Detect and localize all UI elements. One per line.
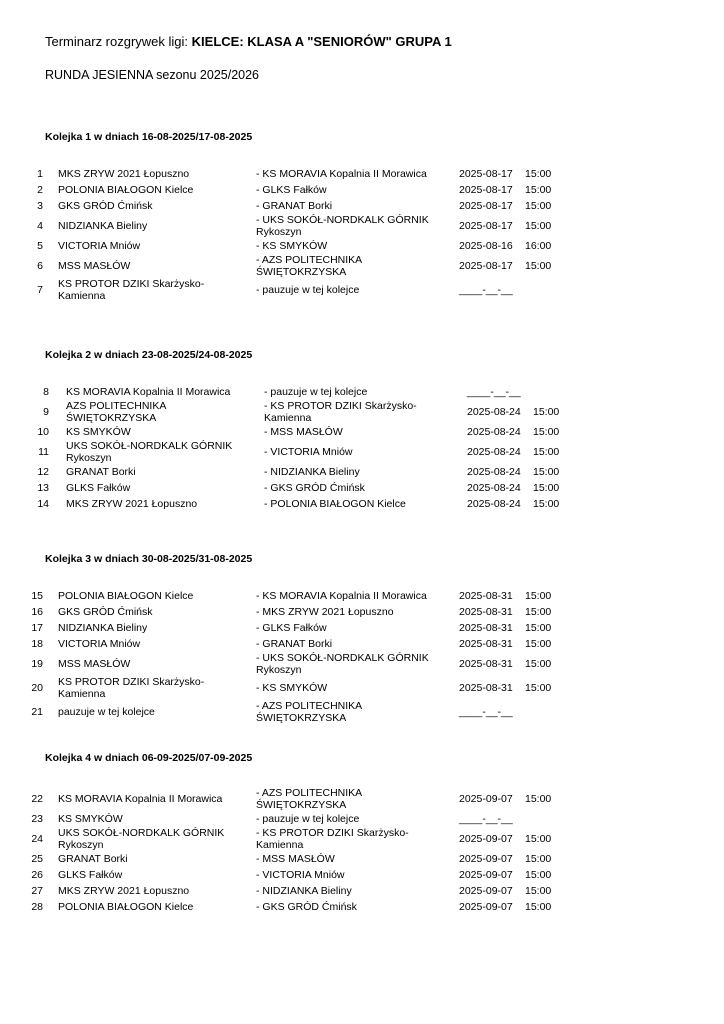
away-team: - pauzuje w tej kolejce xyxy=(256,813,360,825)
match-time: 15:00 xyxy=(525,184,552,196)
away-team: - GKS GRÓD Ćmińsk xyxy=(256,901,357,913)
home-team: KS MORAVIA Kopalnia II Morawica xyxy=(66,386,231,398)
match-date: 2025-08-31 xyxy=(459,638,513,650)
table-row xyxy=(0,851,724,867)
match-number: 10 xyxy=(37,426,49,438)
match-date: 2025-08-16 xyxy=(459,240,513,252)
table-row xyxy=(0,620,724,636)
home-team: MKS ZRYW 2021 Łopuszno xyxy=(66,498,198,510)
round-heading: Kolejka 4 w dniach 06-09-2025/07-09-2025 xyxy=(45,752,253,764)
match-number: 3 xyxy=(37,200,43,212)
match-date: 2025-09-07 xyxy=(459,869,513,881)
home-team: pauzuje w tej kolejce xyxy=(58,706,155,718)
table-row xyxy=(0,278,724,302)
match-number: 9 xyxy=(43,406,49,418)
match-time: 15:00 xyxy=(525,590,552,602)
home-team: MKS ZRYW 2021 Łopuszno xyxy=(58,885,190,897)
league-name: KIELCE: KLASA A "SENIORÓW" GRUPA 1 xyxy=(191,34,452,49)
home-team: POLONIA BIAŁOGON Kielce xyxy=(58,901,194,913)
home-team: POLONIA BIAŁOGON Kielce xyxy=(58,590,194,602)
match-time: 15:00 xyxy=(525,606,552,618)
home-team: VICTORIA Mniów xyxy=(58,240,141,252)
season-subtitle: RUNDA JESIENNA sezonu 2025/2026 xyxy=(45,68,260,82)
away-team: - POLONIA BIAŁOGON Kielce xyxy=(264,498,406,510)
table-row xyxy=(0,636,724,652)
away-team: - VICTORIA Mniów xyxy=(256,869,345,881)
away-team: - UKS SOKÓŁ-NORDKALK GÓRNIK Rykoszyn xyxy=(256,214,429,238)
match-number: 15 xyxy=(31,590,43,602)
match-number: 17 xyxy=(31,622,43,634)
home-team: GLKS Fałków xyxy=(58,869,123,881)
match-number: 26 xyxy=(31,869,43,881)
match-date: 2025-09-07 xyxy=(459,885,513,897)
away-team: - KS MORAVIA Kopalnia II Morawica xyxy=(256,168,427,180)
match-time: 15:00 xyxy=(525,869,552,881)
match-date: 2025-09-07 xyxy=(459,793,513,805)
home-team: KS SMYKÓW xyxy=(66,426,131,438)
home-team: NIDZIANKA Bieliny xyxy=(58,622,148,634)
match-number: 28 xyxy=(31,901,43,913)
away-team: - KS SMYKÓW xyxy=(256,240,328,252)
table-row xyxy=(0,496,724,512)
match-time: 15:00 xyxy=(525,901,552,913)
home-team: UKS SOKÓŁ-NORDKALK GÓRNIK Rykoszyn xyxy=(58,827,225,851)
match-date: 2025-08-31 xyxy=(459,682,513,694)
table-row xyxy=(0,867,724,883)
match-date: 2025-09-07 xyxy=(459,901,513,913)
match-date: 2025-08-24 xyxy=(467,446,521,458)
match-date: ____-__-__ xyxy=(459,284,513,296)
away-team: - KS PROTOR DZIKI Skarżysko-Kamienna xyxy=(264,400,417,424)
match-date: 2025-08-24 xyxy=(467,406,521,418)
home-team: POLONIA BIAŁOGON Kielce xyxy=(58,184,194,196)
match-date: 2025-08-24 xyxy=(467,498,521,510)
home-team: VICTORIA Mniów xyxy=(58,638,141,650)
match-time: 16:00 xyxy=(525,240,552,252)
match-time: 15:00 xyxy=(525,682,552,694)
away-team: - UKS SOKÓŁ-NORDKALK GÓRNIK Rykoszyn xyxy=(256,652,429,676)
table-row xyxy=(0,811,724,827)
match-date: 2025-08-24 xyxy=(467,426,521,438)
match-time: 15:00 xyxy=(533,498,560,510)
table-row xyxy=(0,787,724,811)
round-heading: Kolejka 3 w dniach 30-08-2025/31-08-2025 xyxy=(45,553,253,565)
table-row xyxy=(0,254,724,278)
table-row xyxy=(0,400,724,424)
table-row xyxy=(0,588,724,604)
match-date: ____-__-__ xyxy=(459,706,513,718)
match-number: 22 xyxy=(31,793,43,805)
away-team: - MKS ZRYW 2021 Łopuszno xyxy=(256,606,394,618)
match-number: 13 xyxy=(37,482,49,494)
match-number: 4 xyxy=(37,220,43,232)
away-team: - pauzuje w tej kolejce xyxy=(264,386,368,398)
match-number: 23 xyxy=(31,813,43,825)
table-row xyxy=(0,827,724,851)
match-number: 7 xyxy=(37,284,43,296)
match-date: 2025-09-07 xyxy=(459,853,513,865)
home-team: GRANAT Borki xyxy=(58,853,128,865)
table-row xyxy=(0,238,724,254)
table-row xyxy=(0,480,724,496)
home-team: KS PROTOR DZIKI Skarżysko-Kamienna xyxy=(58,278,205,302)
match-date: 2025-09-07 xyxy=(459,833,513,845)
table-row xyxy=(0,883,724,899)
title-prefix: Terminarz rozgrywek ligi: xyxy=(45,34,189,49)
away-team: - GLKS Fałków xyxy=(256,184,327,196)
home-team: KS SMYKÓW xyxy=(58,813,123,825)
match-time: 15:00 xyxy=(533,426,560,438)
match-date: 2025-08-17 xyxy=(459,220,513,232)
match-time: 15:00 xyxy=(525,220,552,232)
away-team: - NIDZIANKA Bieliny xyxy=(264,466,360,478)
page-title xyxy=(45,34,452,49)
away-team: - GRANAT Borki xyxy=(256,200,333,212)
match-number: 2 xyxy=(37,184,43,196)
away-team: - KS PROTOR DZIKI Skarżysko-Kamienna xyxy=(256,827,409,851)
match-time: 15:00 xyxy=(533,466,560,478)
home-team: KS MORAVIA Kopalnia II Morawica xyxy=(58,793,223,805)
away-team: - MSS MASŁÓW xyxy=(264,426,343,438)
away-team: - AZS POLITECHNIKA ŚWIĘTOKRZYSKA xyxy=(256,700,362,724)
match-date: 2025-08-31 xyxy=(459,658,513,670)
match-date: ____-__-__ xyxy=(459,813,513,825)
match-number: 12 xyxy=(37,466,49,478)
match-number: 14 xyxy=(37,498,49,510)
table-row xyxy=(0,652,724,676)
match-time: 15:00 xyxy=(525,260,552,272)
table-row xyxy=(0,166,724,182)
match-date: 2025-08-31 xyxy=(459,622,513,634)
home-team: MSS MASŁÓW xyxy=(58,658,131,670)
match-time: 15:00 xyxy=(525,168,552,180)
match-date: 2025-08-17 xyxy=(459,184,513,196)
match-date: 2025-08-24 xyxy=(467,466,521,478)
match-number: 21 xyxy=(31,706,43,718)
match-date: 2025-08-24 xyxy=(467,482,521,494)
home-team: MSS MASŁÓW xyxy=(58,260,131,272)
match-number: 16 xyxy=(31,606,43,618)
table-row xyxy=(0,198,724,214)
table-row xyxy=(0,440,724,464)
round-heading: Kolejka 2 w dniach 23-08-2025/24-08-2025 xyxy=(45,349,253,361)
match-time: 15:00 xyxy=(525,885,552,897)
away-team: - KS MORAVIA Kopalnia II Morawica xyxy=(256,590,427,602)
match-time: 15:00 xyxy=(525,200,552,212)
home-team: GKS GRÓD Ćmińsk xyxy=(58,200,153,212)
away-team: - AZS POLITECHNIKA ŚWIĘTOKRZYSKA xyxy=(256,254,362,278)
away-team: - GRANAT Borki xyxy=(256,638,333,650)
match-number: 27 xyxy=(31,885,43,897)
home-team: UKS SOKÓŁ-NORDKALK GÓRNIK Rykoszyn xyxy=(66,440,233,464)
table-row xyxy=(0,700,724,724)
match-time: 15:00 xyxy=(525,833,552,845)
match-date: ____-__-__ xyxy=(467,386,521,398)
table-row xyxy=(0,899,724,915)
match-time: 15:00 xyxy=(533,446,560,458)
away-team: - GKS GRÓD Ćmińsk xyxy=(264,482,365,494)
match-time: 15:00 xyxy=(533,406,560,418)
match-number: 5 xyxy=(37,240,43,252)
away-team: - KS SMYKÓW xyxy=(256,682,328,694)
match-time: 15:00 xyxy=(525,658,552,670)
match-number: 19 xyxy=(31,658,43,670)
match-number: 6 xyxy=(37,260,43,272)
home-team: GRANAT Borki xyxy=(66,466,136,478)
match-number: 8 xyxy=(43,386,49,398)
table-row xyxy=(0,424,724,440)
match-time: 15:00 xyxy=(525,622,552,634)
match-date: 2025-08-17 xyxy=(459,260,513,272)
table-row xyxy=(0,604,724,620)
away-team: - GLKS Fałków xyxy=(256,622,327,634)
match-time: 15:00 xyxy=(525,638,552,650)
table-row xyxy=(0,214,724,238)
table-row xyxy=(0,384,724,400)
match-number: 25 xyxy=(31,853,43,865)
home-team: NIDZIANKA Bieliny xyxy=(58,220,148,232)
away-team: - pauzuje w tej kolejce xyxy=(256,284,360,296)
home-team: GKS GRÓD Ćmińsk xyxy=(58,606,153,618)
home-team: KS PROTOR DZIKI Skarżysko-Kamienna xyxy=(58,676,205,700)
round-heading: Kolejka 1 w dniach 16-08-2025/17-08-2025 xyxy=(45,131,253,143)
home-team: GLKS Fałków xyxy=(66,482,131,494)
match-date: 2025-08-17 xyxy=(459,200,513,212)
match-time: 15:00 xyxy=(525,793,552,805)
table-row xyxy=(0,676,724,700)
away-team: - AZS POLITECHNIKA ŚWIĘTOKRZYSKA xyxy=(256,787,362,811)
away-team: - NIDZIANKA Bieliny xyxy=(256,885,352,897)
home-team: MKS ZRYW 2021 Łopuszno xyxy=(58,168,190,180)
home-team: AZS POLITECHNIKA ŚWIĘTOKRZYSKA xyxy=(66,400,166,424)
match-number: 24 xyxy=(31,833,43,845)
match-time: 15:00 xyxy=(525,853,552,865)
match-date: 2025-08-31 xyxy=(459,590,513,602)
match-time: 15:00 xyxy=(533,482,560,494)
table-row xyxy=(0,182,724,198)
match-number: 20 xyxy=(31,682,43,694)
match-number: 1 xyxy=(37,168,43,180)
table-row xyxy=(0,464,724,480)
match-date: 2025-08-31 xyxy=(459,606,513,618)
away-team: - VICTORIA Mniów xyxy=(264,446,353,458)
away-team: - MSS MASŁÓW xyxy=(256,853,335,865)
match-date: 2025-08-17 xyxy=(459,168,513,180)
match-number: 11 xyxy=(38,446,49,458)
match-number: 18 xyxy=(31,638,43,650)
